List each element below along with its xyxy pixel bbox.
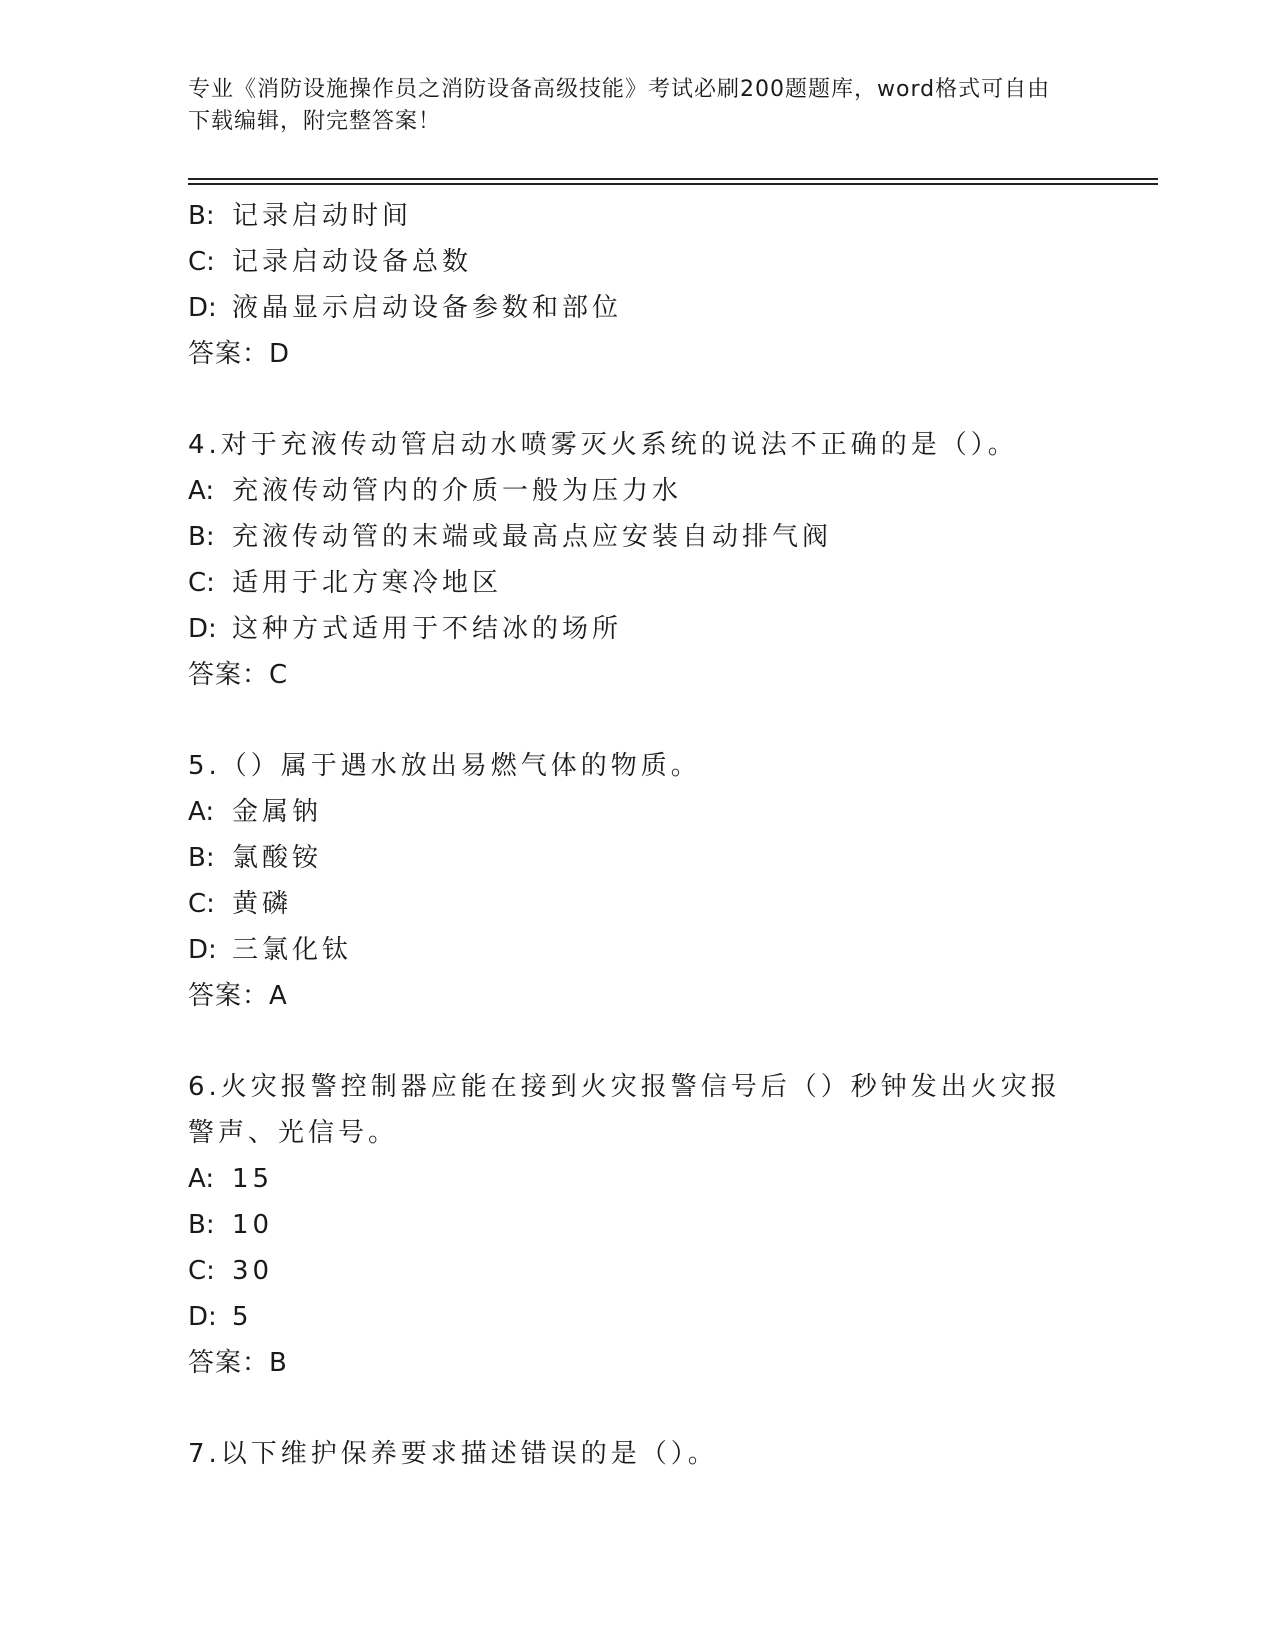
- option-text: 氯酸铵: [232, 843, 323, 873]
- option-text: 15: [232, 1164, 274, 1194]
- option-d: [188, 606, 1088, 652]
- option-c: [188, 1248, 1088, 1294]
- option-key: C:: [188, 568, 215, 598]
- header-rule-top: [188, 178, 1158, 180]
- option-key: D:: [188, 1302, 217, 1332]
- question-6: [188, 1064, 1088, 1386]
- option-key: C:: [188, 247, 215, 277]
- option-key: B:: [188, 1210, 215, 1240]
- spacer: [188, 1386, 1088, 1431]
- option-b: [188, 1202, 1088, 1248]
- option-c: [188, 560, 1088, 606]
- option-b: [188, 193, 1088, 239]
- spacer: [188, 698, 1088, 743]
- option-b: [188, 514, 1088, 560]
- option-text: 黄磷: [232, 889, 293, 919]
- question-text: 7.以下维护保养要求描述错误的是（）。: [188, 1439, 718, 1469]
- option-a: [188, 1156, 1088, 1202]
- option-text: 10: [232, 1210, 274, 1240]
- option-text: 5: [232, 1302, 253, 1332]
- option-d: [188, 927, 1088, 973]
- option-key: D:: [188, 935, 217, 965]
- option-text: 30: [232, 1256, 274, 1286]
- answer-line: 答案：D: [188, 339, 291, 369]
- option-key: A:: [188, 797, 215, 827]
- spacer: [188, 1019, 1088, 1064]
- option-c: [188, 239, 1088, 285]
- question-text: 4.对于充液传动管启动水喷雾灭火系统的说法不正确的是（）。: [188, 430, 1018, 460]
- option-text: 三氯化钛: [232, 935, 353, 965]
- option-key: B:: [188, 522, 215, 552]
- option-key: A:: [188, 476, 215, 506]
- answer-line: 答案：C: [188, 660, 289, 690]
- option-text: 记录启动设备总数: [232, 247, 473, 277]
- option-c: [188, 881, 1088, 927]
- option-d: [188, 1294, 1088, 1340]
- option-key: C:: [188, 1256, 215, 1286]
- question-list: [188, 193, 1088, 1477]
- option-text: 这种方式适用于不结冰的场所: [232, 614, 623, 644]
- header-rule-bottom: [188, 183, 1158, 185]
- option-text: 充液传动管内的介质一般为压力水: [232, 476, 683, 506]
- option-key: B:: [188, 201, 215, 231]
- option-text: 金属钠: [232, 797, 323, 827]
- option-b: [188, 835, 1088, 881]
- option-key: A:: [188, 1164, 215, 1194]
- option-a: [188, 789, 1088, 835]
- answer-line: 答案：A: [188, 981, 288, 1011]
- option-key: D:: [188, 614, 217, 644]
- question-7: [188, 1431, 1088, 1477]
- question-3: [188, 193, 1088, 377]
- answer-line: 答案：B: [188, 1348, 288, 1378]
- question-4: [188, 422, 1088, 698]
- option-text: 记录启动时间: [232, 201, 413, 231]
- option-text: 液晶显示启动设备参数和部位: [232, 293, 623, 323]
- document-header: 专业《消防设施操作员之消防设备高级技能》考试必刷200题题库，word格式可自由下载编辑，附完整答案！: [188, 77, 1051, 134]
- option-text: 充液传动管的末端或最高点应安装自动排气阀: [232, 522, 833, 552]
- question-text: 6.火灾报警控制器应能在接到火灾报警信号后（）秒钟发出火灾报警声、光信号。: [188, 1072, 1061, 1148]
- spacer: [188, 377, 1088, 422]
- option-key: C:: [188, 889, 215, 919]
- question-text: 5.（）属于遇水放出易燃气体的物质。: [188, 751, 701, 781]
- option-key: B:: [188, 843, 215, 873]
- question-5: [188, 743, 1088, 1019]
- option-d: [188, 285, 1088, 331]
- option-text: 适用于北方寒冷地区: [232, 568, 503, 598]
- option-key: D:: [188, 293, 217, 323]
- option-a: [188, 468, 1088, 514]
